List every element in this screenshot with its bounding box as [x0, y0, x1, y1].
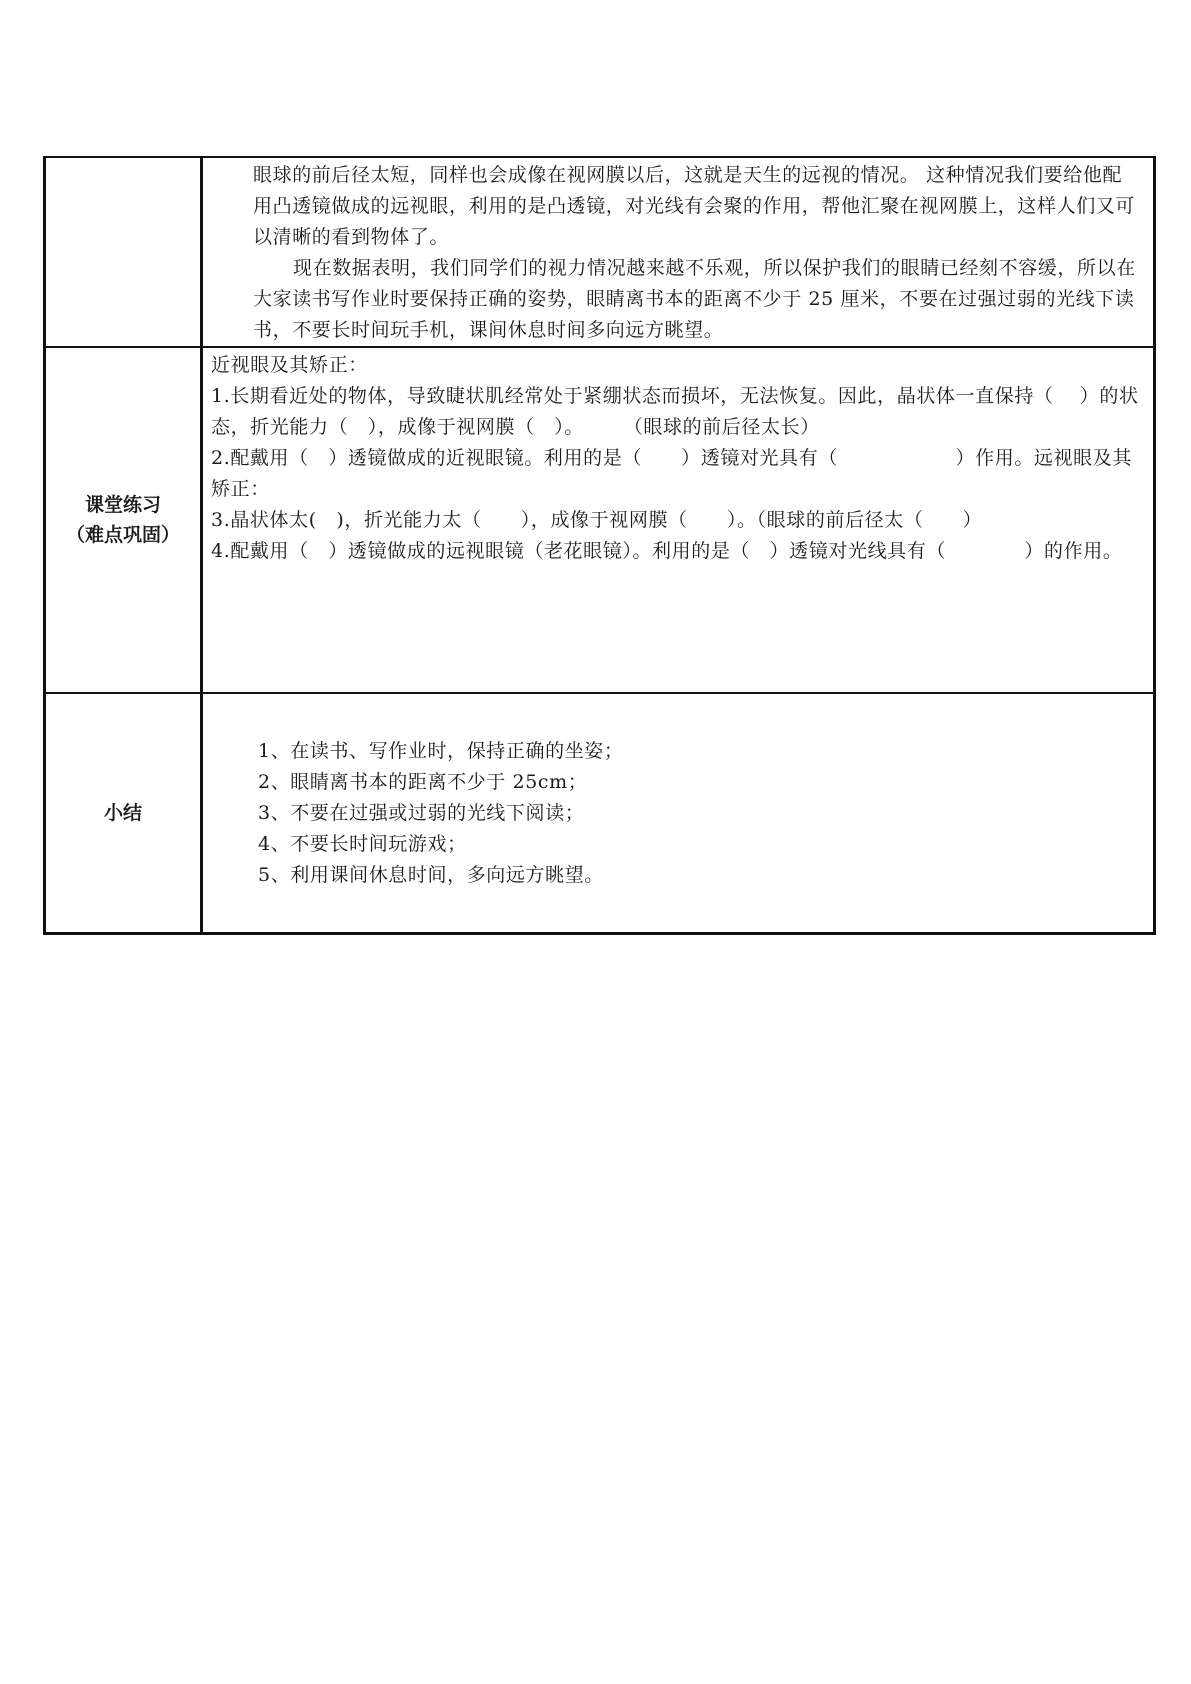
exercise-question-1: 1.长期看近处的物体，导致睫状肌经常处于紧绷状态而损坏，无法恢复。因此，晶状体一直保持（ ）的状态，折光能力（ ），成像于视网膜（ ）。 （眼球的前后径太长）: [211, 385, 1139, 438]
exercise-question-4: 4.配戴用（ ）透镜做成的远视眼镜（老花眼镜）。利用的是（ ）透镜对光线具有（ ）的作用。: [211, 540, 1123, 562]
explanation-paragraph-2: 现在数据表明，我们同学们的视力情况越来越不乐观，所以保护我们的眼睛已经刻不容缓，所以在大家读书写作业时要保持正确的姿势，眼睛离书本的距离不少于 25 厘米，不要在过强过弱的光线下读书，不要长时间玩手机，课间休息时间多向远方眺望。: [253, 257, 1136, 341]
table-row-summary: [45, 693, 1155, 934]
summary-item-4: 4、不要长时间玩游戏；: [258, 833, 467, 855]
table-row-explanation: [45, 157, 1155, 347]
summary-cell: [202, 693, 1155, 934]
exercise-question-2: 2.配戴用（ ）透镜做成的近视眼镜。利用的是（ ）透镜对光具有（ ）作用。远视眼及其矫正：: [211, 447, 1132, 500]
exercise-label-cell: [45, 347, 202, 693]
lesson-table: [43, 156, 1156, 935]
summary-item-2: 2、眼睛离书本的距离不少于 25cm；: [258, 771, 588, 793]
summary-label: 小结: [45, 693, 202, 934]
explanation-cell: [202, 157, 1155, 347]
summary-item-3: 3、不要在过强或过弱的光线下阅读；: [258, 802, 585, 824]
summary-item-1: 1、在读书、写作业时，保持正确的坐姿；: [258, 740, 624, 762]
explanation-paragraph-1: 眼球的前后径太短，同样也会成像在视网膜以后，这就是天生的远视的情况。 这种情况我们要给他配用凸透镜做成的远视眼，利用的是凸透镜，对光线有会聚的作用，帮他汇聚在视网膜上，这样人们又可以清晰的看到物体了。: [253, 164, 1136, 248]
exercise-label-subtitle: （难点巩固）: [65, 524, 180, 546]
exercise-question-3: 3.晶状体太( )，折光能力太（ ），成像于视网膜（ ）。（眼球的前后径太（ ）: [211, 509, 983, 531]
row-label-empty: [45, 157, 202, 347]
summary-item-5: 5、利用课间休息时间，多向远方眺望。: [258, 864, 604, 886]
table-row-exercise: [45, 347, 1155, 693]
exercise-label-title: 课堂练习: [84, 494, 161, 516]
exercise-cell: [202, 347, 1155, 693]
exercise-heading: 近视眼及其矫正：: [211, 354, 368, 376]
